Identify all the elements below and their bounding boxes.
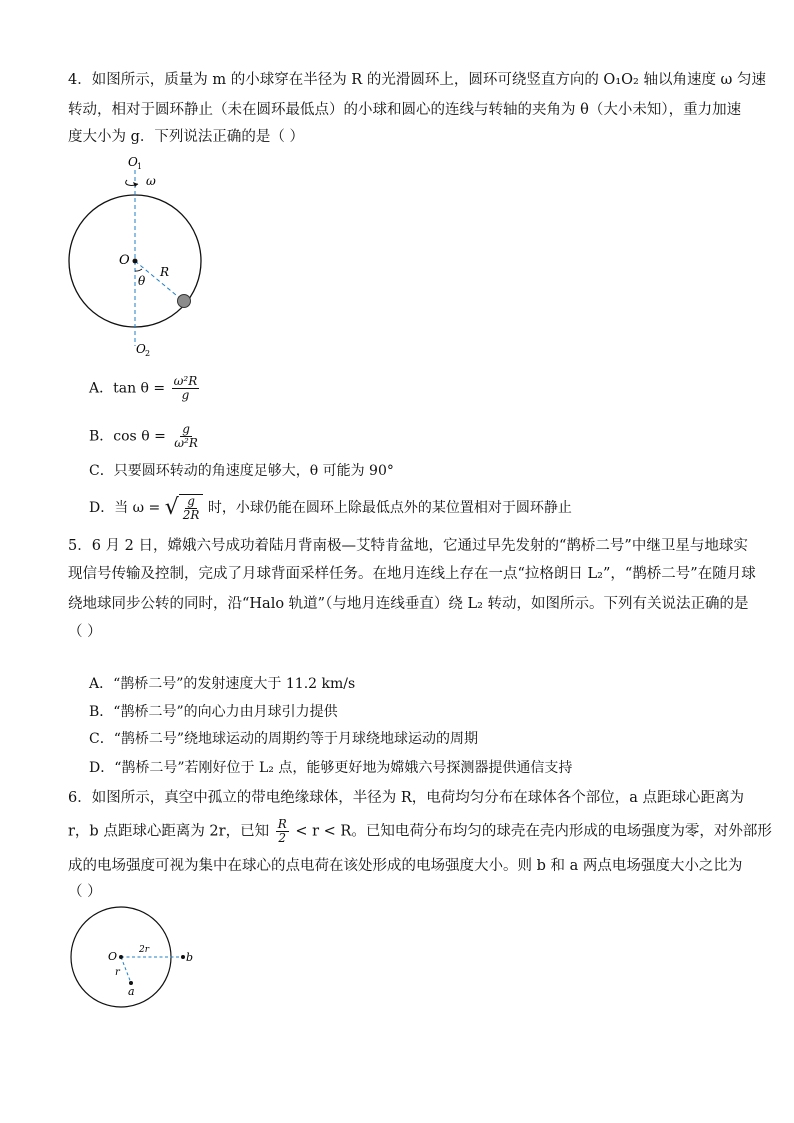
theta-arc	[135, 269, 142, 271]
rotation-arrowhead-icon	[133, 182, 138, 187]
q4-option-b-prefix: B．cos θ =	[89, 428, 166, 445]
q6-stem-line2	[68, 818, 772, 845]
q5-stem-line4: （ ）	[68, 624, 102, 640]
center-dot	[119, 955, 123, 959]
q6-stem-line3: 成的电场强度可视为集中在球心的点电荷在该处形成的电场强度大小。则 b 和 a 两点电场强度大小之比为	[68, 858, 743, 874]
q4-option-d-fraction	[181, 495, 202, 522]
q4-option-b-den: ω²R	[174, 436, 198, 450]
q4-stem-line1: 4．如图所示，质量为 m 的小球穿在半径为 R 的光滑圆环上，圆环可绕竖直方向的 O₁O₂ 轴以角速度 ω 匀速	[68, 72, 766, 88]
q5-option-d[interactable]: D．“鹊桥二号”若刚好位于 L₂ 点，能够更好地为嫦娥六号探测器提供通信支持	[89, 760, 573, 776]
q4-option-c[interactable]: C．只要圆环转动的角速度足够大，θ 可能为 90°	[89, 463, 394, 479]
center-dot	[133, 259, 138, 264]
q5-stem-line3: 绕地球同步公转的同时，沿“Halo 轨道”（与地月连线垂直）绕 L₂ 转动，如图所示。下列有关说法正确的是	[68, 596, 749, 612]
q4-option-b[interactable]	[89, 423, 202, 450]
label-b: b	[186, 951, 194, 964]
label-r: R	[160, 265, 170, 279]
q4-stem-line3: 度大小为 g．下列说法正确的是（ ）	[68, 129, 304, 145]
q4-option-d-prefix: D．当 ω =	[89, 500, 161, 516]
q5-option-b[interactable]: B．“鹊桥二号”的向心力由月球引力提供	[89, 704, 338, 720]
q5-stem-line2: 现信号传输及控制，完成了月球背面采样任务。在地月连线上存在一点“拉格朗日 L₂”，“鹊桥二号”在随月球	[68, 566, 756, 582]
q4-option-d[interactable]	[89, 494, 572, 522]
q5-option-c[interactable]: C．“鹊桥二号”绕地球运动的周期约等于月球绕地球运动的周期	[89, 731, 479, 747]
label-o: O	[119, 253, 130, 268]
label-o1: O	[128, 155, 138, 169]
q4-option-b-num: g	[182, 422, 190, 436]
q4-option-b-fraction	[172, 423, 200, 450]
q4-option-d-den: 2R	[182, 508, 200, 522]
q4-option-a-fraction	[172, 375, 200, 402]
label-o: O	[108, 950, 118, 963]
point-b-dot	[181, 955, 185, 959]
q4-option-a-den: g	[181, 388, 190, 402]
q4-stem-line2: 转动，相对于圆环静止（未在圆环最低点）的小球和圆心的连线与转轴的夹角为 θ（大小未知），重力加速	[68, 102, 742, 118]
label-theta: θ	[138, 274, 146, 288]
label-o2-sub: 2	[145, 349, 151, 358]
q4-option-d-suffix: 时，小球仍能在圆环上除最低点外的某位置相对于圆环静止	[207, 500, 572, 516]
distance-r-line	[121, 957, 131, 983]
label-o2: O	[136, 342, 146, 356]
q4-option-d-sqrt: √ $\frac{g}{2R}$	[165, 494, 204, 522]
small-ball	[178, 295, 191, 308]
label-2r: 2r	[139, 945, 150, 955]
q6-frac-den: 2	[278, 831, 287, 845]
q6-stem-line2-a: r，b 点距球心距离为 2r，已知	[68, 823, 270, 840]
q6-stem-line2-b: < r < R。已知电荷分布均匀的球壳在壳内形成的电场强度为零，对外部形	[295, 823, 772, 840]
q5-option-a[interactable]: A．“鹊桥二号”的发射速度大于 11.2 km/s	[89, 676, 356, 692]
q6-stem-line4: （ ）	[68, 884, 102, 900]
label-o1-sub: 1	[137, 162, 143, 171]
label-a: a	[128, 985, 135, 998]
q4-option-a-prefix: A．tan θ =	[89, 380, 166, 397]
q4-figure-rotating-ring	[60, 150, 240, 360]
label-omega: ω	[146, 174, 156, 188]
q4-option-d-num: g	[187, 494, 195, 508]
label-r: r	[115, 967, 120, 978]
q4-option-a[interactable]	[89, 375, 201, 402]
q6-condition-fraction	[276, 818, 289, 845]
q6-frac-num: R	[277, 817, 287, 831]
q5-stem-line1: 5．6 月 2 日，嫦娥六号成功着陆月背南极—艾特肯盆地，它通过早先发射的“鹊桥二号”中继卫星与地球实	[68, 538, 748, 554]
q6-stem-line1: 6．如图所示，真空中孤立的带电绝缘球体，半径为 R，电荷均匀分布在球体各个部位，a 点距球心距离为	[68, 790, 745, 806]
q6-figure-charged-sphere	[64, 905, 204, 1015]
q4-option-a-num: ω²R	[173, 374, 198, 388]
